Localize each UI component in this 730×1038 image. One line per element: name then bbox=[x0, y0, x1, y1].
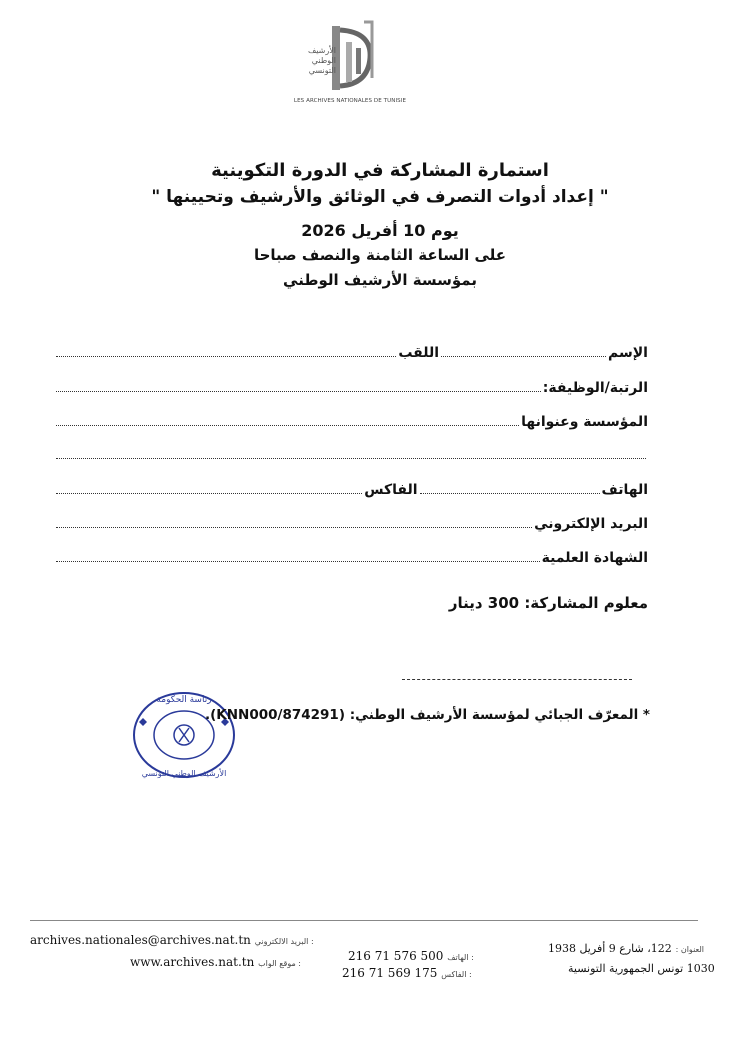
institution-label: المؤسسة وعنوانها bbox=[521, 414, 648, 430]
footer-fax bbox=[342, 966, 472, 980]
degree-label: الشهادة العلمية bbox=[541, 550, 648, 566]
row-phone-fax bbox=[54, 482, 648, 498]
official-stamp bbox=[129, 688, 239, 782]
phone-field[interactable] bbox=[420, 483, 600, 494]
name-label: الإسم bbox=[608, 345, 648, 361]
footer-phone-value: 216 71 576 500 bbox=[348, 949, 444, 963]
row-institution bbox=[54, 414, 648, 430]
surname-label: اللقب bbox=[398, 345, 440, 361]
phone-label: الهاتف bbox=[601, 482, 648, 498]
fax-field[interactable] bbox=[56, 483, 362, 494]
surname-field[interactable] bbox=[56, 346, 396, 357]
course-date: يوم 10 أفريل 2026 bbox=[301, 221, 459, 240]
separator-dashed bbox=[402, 679, 632, 680]
row-email bbox=[54, 516, 648, 532]
institution-field-line2[interactable] bbox=[56, 448, 646, 459]
row-rank bbox=[54, 380, 648, 396]
footer-address-line1: 122، شارع 9 أفريل 1938 bbox=[547, 942, 672, 955]
footer-phone-label: الهاتف : bbox=[447, 953, 474, 962]
institution-field[interactable] bbox=[56, 415, 519, 426]
fee-amount: 300 دينار bbox=[448, 594, 520, 612]
footer-phone bbox=[348, 949, 474, 963]
rank-label: الرتبة/الوظيفة: bbox=[542, 380, 648, 396]
footer-address-label: العنوان : bbox=[675, 945, 704, 954]
footer-email-value[interactable]: archives.nationales@archives.nat.tn bbox=[30, 933, 251, 947]
email-field[interactable] bbox=[56, 517, 532, 528]
footer-divider bbox=[30, 920, 698, 921]
fee-line bbox=[449, 594, 648, 612]
rank-field[interactable] bbox=[56, 381, 541, 392]
footer-address bbox=[547, 941, 704, 955]
course-time: على الساعة الثامنة والنصف صباحا bbox=[253, 246, 507, 264]
footer-web-label: موقع الواب : bbox=[258, 959, 301, 968]
row-institution-cont bbox=[54, 448, 648, 459]
email-label: البريد الإلكتروني bbox=[534, 516, 648, 532]
course-venue: بمؤسسة الأرشيف الوطني bbox=[283, 271, 477, 289]
footer-email bbox=[30, 933, 314, 947]
svg-text:رئاسة الحكومة: رئاسة الحكومة bbox=[156, 695, 212, 705]
footer-web-value[interactable]: www.archives.nat.tn bbox=[130, 955, 255, 969]
row-degree bbox=[54, 550, 648, 566]
stamp-seal bbox=[129, 688, 239, 782]
footer-fax-value: 216 71 569 175 bbox=[342, 966, 438, 980]
form-title: استمارة المشاركة في الدورة التكوينية bbox=[211, 160, 549, 181]
logo-arabic: الأرشيف الوطني التونسي bbox=[307, 46, 336, 75]
footer-fax-label: الفاكس : bbox=[441, 970, 472, 979]
name-field[interactable] bbox=[441, 346, 606, 357]
footer-web bbox=[130, 955, 301, 969]
fax-label: الفاكس bbox=[364, 482, 418, 498]
footer-email-label: البريد الالكتروني : bbox=[254, 937, 314, 946]
footer-address-line2: 1030 تونس الجمهورية التونسية bbox=[568, 962, 715, 975]
course-title: " إعداد أدوات التصرف في الوثائق والأرشيف وتحيينها " bbox=[151, 187, 609, 207]
tax-id-note: * المعرّف الجبائي لمؤسسة الأرشيف الوطني: (874291/KNN000). bbox=[204, 707, 650, 723]
fee-label: معلوم المشاركة: bbox=[524, 594, 648, 612]
degree-field[interactable] bbox=[56, 551, 540, 562]
svg-text:الأرشيف الوطني التونسي: الأرشيف الوطني التونسي bbox=[141, 769, 227, 778]
logo-french-name: LES ARCHIVES NATIONALES DE TUNISIE bbox=[293, 98, 407, 104]
archives-logo bbox=[280, 18, 420, 110]
row-name bbox=[54, 345, 648, 361]
